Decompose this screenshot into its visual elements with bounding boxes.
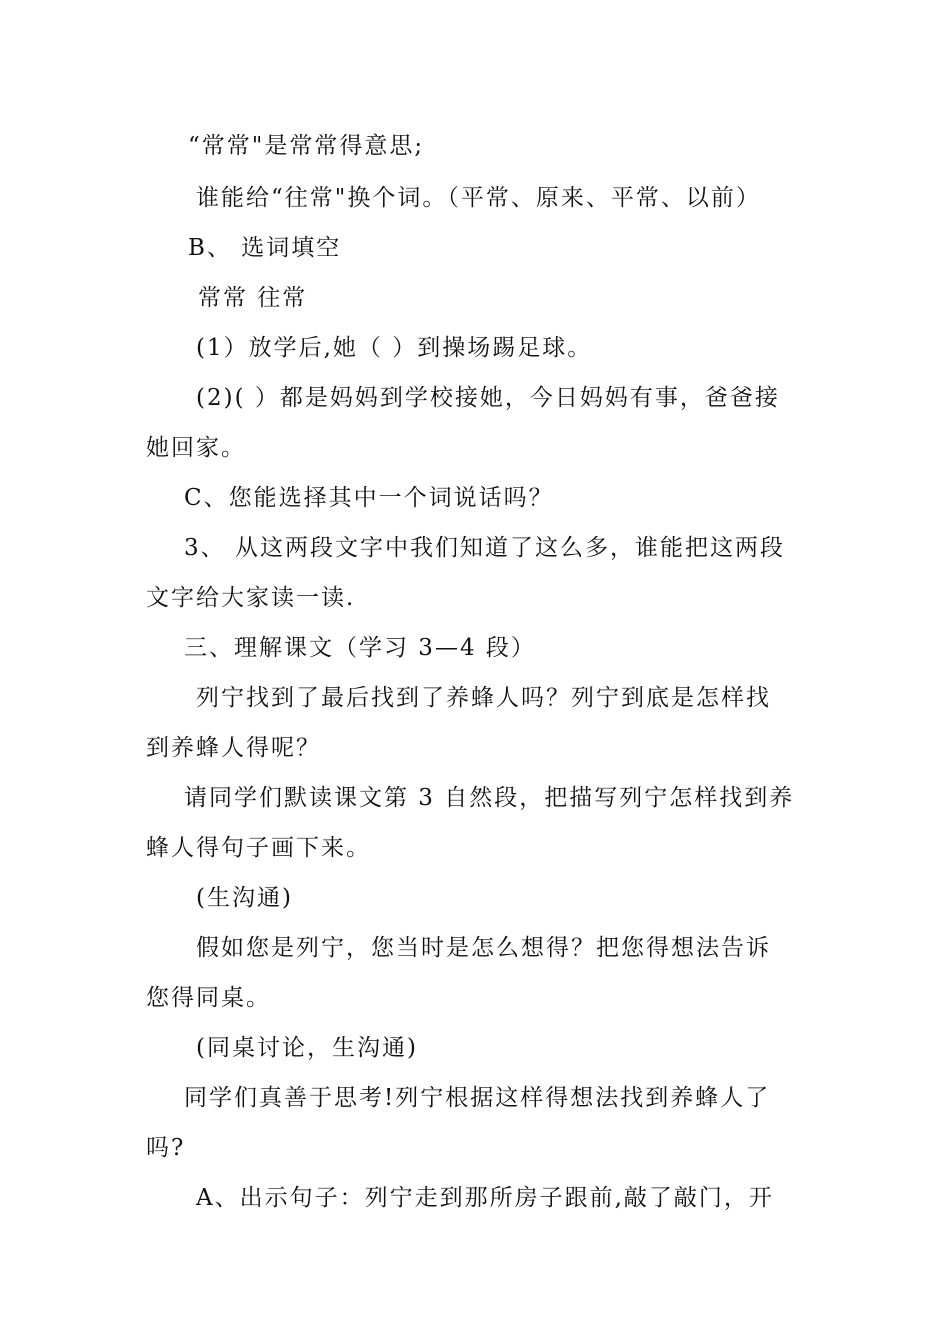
text-line-5: (1）放学后,她（ ）到操场踢足球。 <box>196 335 593 361</box>
text-line-3: B、 选词填空 <box>188 235 342 261</box>
text-line-9: 3、 从这两段文字中我们知道了这么多，谁能把这两段 <box>184 535 785 561</box>
text-line-12: 列宁找到了最后找到了养蜂人吗？列宁到底是怎样找 <box>196 685 771 711</box>
text-line-22: A、出示句子：列宁走到那所房子跟前,敲了敲门，开 <box>196 1185 774 1211</box>
text-line-17: 假如您是列宁，您当时是怎么想得？把您得想法告诉 <box>196 935 771 961</box>
text-line-15: 蜂人得句子画下来。 <box>146 835 371 861</box>
text-line-19: (同桌讨论，生沟通) <box>196 1035 418 1061</box>
text-line-6: (2)( ）都是妈妈到学校接她，今日妈妈有事，爸爸接 <box>196 385 780 411</box>
text-line-20: 同学们真善于思考!列宁根据这样得想法找到养蜂人了 <box>184 1085 771 1111</box>
text-line-10: 文字给大家读一读. <box>146 585 356 611</box>
text-line-14: 请同学们默读课文第 3 自然段，把描写列宁怎样找到养 <box>184 785 795 811</box>
text-line-8: C、您能选择其中一个词说话吗？ <box>184 485 554 511</box>
text-line-16: (生沟通) <box>196 885 293 911</box>
text-line-2: 谁能给“往常"换个词。（平常、原来、平常、以前） <box>196 185 761 211</box>
text-line-7: 她回家。 <box>146 435 246 461</box>
text-line-18: 您得同桌。 <box>146 985 271 1011</box>
text-line-1: “常常"是常常得意思; <box>188 133 425 159</box>
text-line-13: 到养蜂人得呢？ <box>146 735 321 761</box>
text-line-4: 常常 往常 <box>198 285 308 311</box>
text-line-21: 吗? <box>146 1135 186 1161</box>
text-line-11: 三、理解课文（学习 3—4 段） <box>184 635 536 661</box>
